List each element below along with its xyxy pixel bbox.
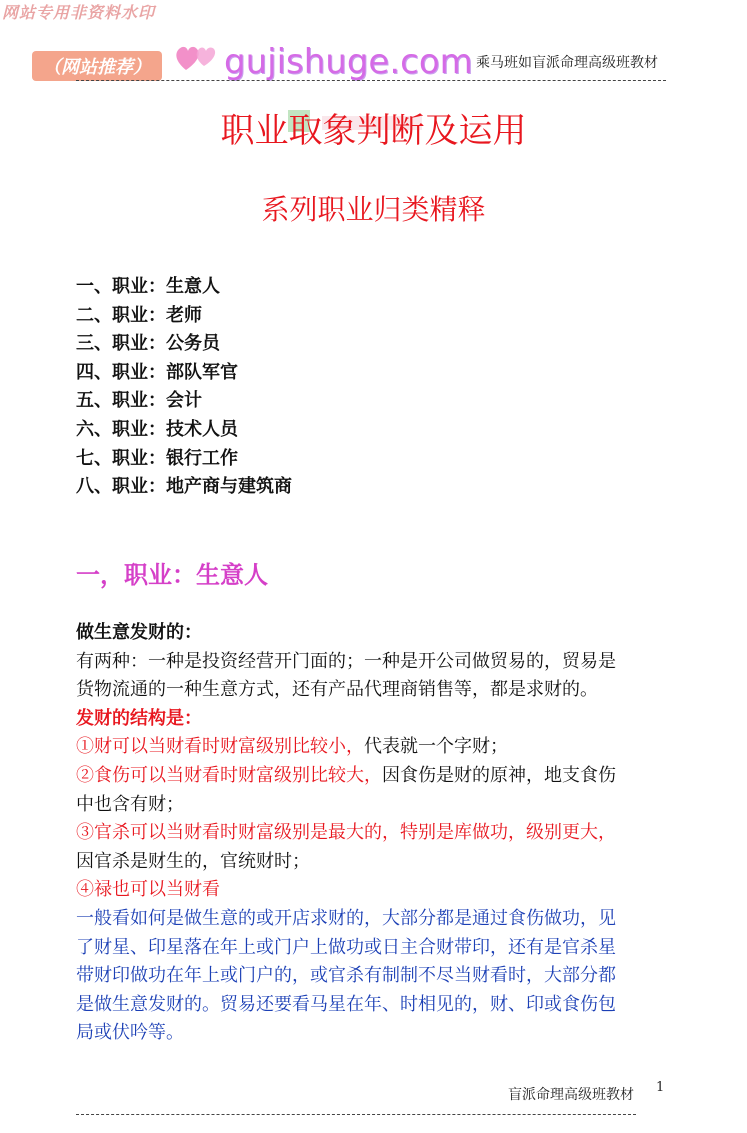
- toc-item[interactable]: 六、职业：技术人员: [76, 418, 238, 440]
- item-text: 因食伤是财的原神，地支食伤: [382, 764, 616, 786]
- site-logo-text[interactable]: gujishuge.com: [224, 42, 473, 82]
- paragraph-line: 因官杀是财生的，官统财时；: [76, 850, 310, 872]
- section-heading: 一，职业：生意人: [76, 560, 268, 589]
- toc-item[interactable]: 五、职业：会计: [76, 390, 202, 412]
- paragraph-line: 货物流通的一种生意方式，还有产品代理商销售等，都是求财的。: [76, 679, 598, 701]
- table-of-contents: [76, 273, 292, 502]
- toc-item[interactable]: 七、职业：银行工作: [76, 447, 238, 469]
- item-text: 代表就一个字财；: [364, 736, 508, 758]
- recommend-badge[interactable]: （网站推荐）: [32, 51, 162, 81]
- business-heading: 做生意发财的：: [76, 622, 202, 643]
- paragraph-line: 中也含有财；: [76, 793, 184, 815]
- footer-text: 盲派命理高级班教材: [508, 1087, 634, 1103]
- header-divider: [76, 80, 666, 81]
- list-item: [76, 733, 676, 762]
- paragraph-line: 有两种：一种是投资经营开门面的；一种是开公司做贸易的，贸易是: [76, 650, 616, 672]
- watermark-text: 网站专用非资料水印: [2, 3, 156, 22]
- blue-paragraph-line: 一般看如何是做生意的或开店求财的，大部分都是通过食伤做功，见: [76, 907, 616, 929]
- item-emphasis: ③官杀可以当财看时财富级别是最大的，特别是库做功，级别更大，: [76, 822, 616, 844]
- toc-item[interactable]: 一、职业：生意人: [76, 276, 220, 297]
- blue-paragraph-line: 带财印做功在年上或门户的，或官杀有制制不尽当财看时，大部分都: [76, 965, 616, 987]
- header-text: 乘马班如盲派命理高级班教材: [476, 55, 658, 71]
- item-emphasis: ①财可以当财看时财富级别比较小，: [76, 736, 364, 758]
- blue-paragraph-line: 是做生意发财的。贸易还要看马星在年、时相见的，财、印或食伤包: [76, 993, 616, 1015]
- blue-paragraph-line: 了财星、印星落在年上或门户上做功或日主合财带印，还有是官杀星: [76, 936, 616, 958]
- body-text: [76, 619, 676, 1048]
- hearts-logo-icon: [174, 40, 222, 76]
- document-title: 职业取象判断及运用: [220, 111, 527, 151]
- toc-item[interactable]: 二、职业：老师: [76, 304, 202, 326]
- list-item: [76, 762, 676, 791]
- item-emphasis: ④禄也可以当财看: [76, 879, 220, 901]
- toc-item[interactable]: 四、职业：部队军官: [76, 361, 238, 383]
- footer-divider: [76, 1114, 636, 1115]
- page-number: 1: [656, 1080, 665, 1095]
- structure-heading: 发财的结构是：: [76, 707, 202, 729]
- item-emphasis: ②食伤可以当财看时财富级别比较大，: [76, 764, 382, 786]
- blue-paragraph-line: 局或伏吟等。: [76, 1022, 184, 1044]
- toc-item[interactable]: 八、职业：地产商与建筑商: [76, 476, 292, 498]
- document-subtitle: 系列职业归类精释: [261, 193, 486, 226]
- toc-item[interactable]: 三、职业：公务员: [76, 333, 220, 355]
